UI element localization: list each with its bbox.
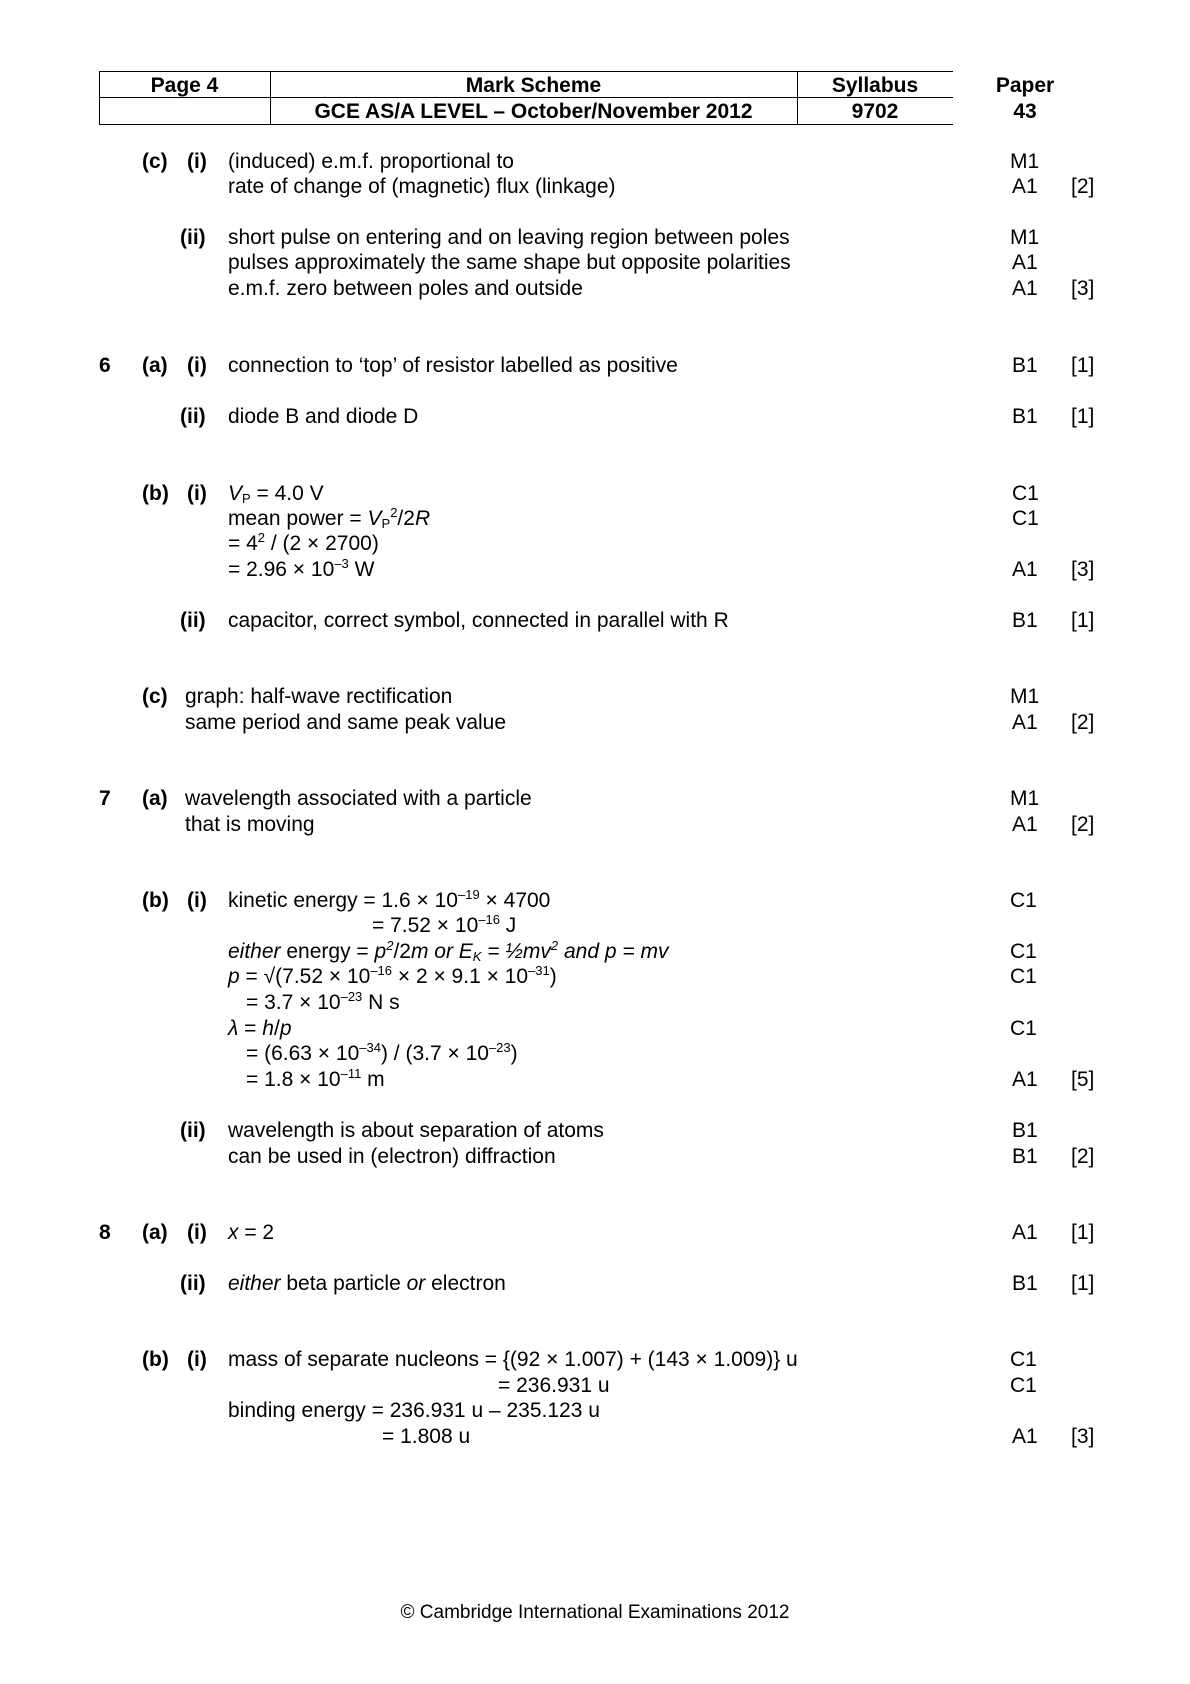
- mark-total: [3]: [1071, 277, 1095, 300]
- equation-wavelength-result: = $1.8 \times 10^{-11}$ m: [246, 1066, 385, 1091]
- header-top-rule: [99, 71, 953, 72]
- subpart-label: (ii): [180, 1272, 206, 1295]
- answer-line: diode B and diode D: [228, 405, 419, 428]
- mark-code: A1: [1012, 1068, 1038, 1091]
- paper-label: Paper: [995, 74, 1055, 97]
- mark-code: A1: [1012, 558, 1038, 581]
- document-title: Mark Scheme: [465, 74, 602, 97]
- mark-total: [3]: [1071, 1425, 1095, 1448]
- part-label: (a): [142, 1221, 168, 1244]
- answer-line: pulses approximately the same shape but opposite polarities: [228, 251, 791, 274]
- mark-code: B1: [1012, 1145, 1038, 1168]
- equation-x-value: x = 2: [228, 1221, 275, 1244]
- answer-line: connection to ‘top’ of resistor labelled as positive: [228, 354, 678, 377]
- mark-code: A1: [1012, 813, 1038, 836]
- answer-line: e.m.f. zero between poles and outside: [228, 277, 583, 300]
- mark-total: [1]: [1071, 405, 1095, 428]
- question-number: 8: [99, 1221, 111, 1244]
- mark-code: C1: [1012, 482, 1039, 505]
- equation-wavelength-substitution: = $(6.63 \times 10^{-34}) / (3.7 \times 10^{-23})$: [246, 1040, 518, 1065]
- mark-code: A1: [1012, 1425, 1038, 1448]
- question-number: 7: [99, 787, 111, 810]
- mark-total: [3]: [1071, 558, 1095, 581]
- equation-kinetic-energy-result: = $7.52 \times 10^{-16}$ J: [372, 912, 517, 937]
- answer-line: same period and same peak value: [185, 711, 507, 734]
- equation-momentum: $p = √(7.52 \times 10^{-16} \times 2 \times 9.1 \times 10^{-31})$: [228, 963, 557, 988]
- mark-code: B1: [1012, 609, 1038, 632]
- mark-code: C1: [1010, 1017, 1037, 1040]
- mark-code: M1: [1010, 787, 1040, 810]
- subpart-label: (ii): [180, 609, 206, 632]
- part-label: (c): [142, 685, 168, 708]
- subpart-label: (ii): [180, 226, 206, 249]
- answer-line: rate of change of (magnetic) flux (linkage): [228, 175, 616, 198]
- answer-line: can be used in (electron) diffraction: [228, 1145, 556, 1168]
- equation-momentum-result: = $3.7 \times 10^{-23}$ N s: [246, 989, 400, 1014]
- mark-code: B1: [1012, 354, 1038, 377]
- equation-substitution: = $4^2 / (2 \times 2700)$: [228, 530, 379, 555]
- subpart-label: (ii): [180, 1119, 206, 1142]
- answer-particle: either beta particle or electron: [228, 1272, 506, 1295]
- subpart-label: (i): [187, 150, 207, 173]
- mark-code: C1: [1010, 965, 1037, 988]
- mark-code: B1: [1012, 405, 1038, 428]
- document-subtitle: GCE AS/A LEVEL – October/November 2012: [314, 100, 753, 123]
- question-number: 6: [99, 354, 111, 377]
- mark-code: A1: [1012, 1221, 1038, 1244]
- part-label: (b): [142, 1348, 169, 1371]
- syllabus-code: 9702: [851, 100, 899, 123]
- paper-number: 43: [1013, 100, 1037, 123]
- answer-line: binding energy = 236.931 u – 235.123 u: [228, 1399, 600, 1422]
- answer-line: (induced) e.m.f. proportional to: [228, 150, 514, 173]
- subpart-label: (i): [187, 482, 207, 505]
- mark-code: A1: [1012, 711, 1038, 734]
- part-label: (a): [142, 354, 168, 377]
- mark-code: A1: [1012, 277, 1038, 300]
- mark-total: [5]: [1071, 1068, 1095, 1091]
- equation-result: = $2.96 \times 10^{-3}$ W: [228, 556, 375, 581]
- answer-line: wavelength associated with a particle: [185, 787, 532, 810]
- mark-code: A1: [1012, 251, 1038, 274]
- mark-total: [2]: [1071, 175, 1095, 198]
- equation-mean-power: mean power = $V_P^2/2R$: [228, 505, 431, 531]
- mark-code: M1: [1010, 685, 1040, 708]
- mark-code: C1: [1012, 507, 1039, 530]
- equation-kinetic-energy: kinetic energy = $1.6 \times 10^{-19} \times 4700$: [228, 887, 551, 912]
- subpart-label: (i): [187, 1348, 207, 1371]
- answer-line: wavelength is about separation of atoms: [228, 1119, 604, 1142]
- syllabus-label: Syllabus: [831, 74, 919, 97]
- mark-code: C1: [1010, 889, 1037, 912]
- equation-momentum-relation: either energy = $p^2/2m$ or $E_K$ = $\frac{1}{2}mv^2$ and p = mv: [228, 938, 669, 964]
- part-label: (a): [142, 787, 168, 810]
- footer-copyright: © Cambridge International Examinations 2012: [400, 1602, 790, 1623]
- answer-line: that is moving: [185, 813, 315, 836]
- mark-code: B1: [1012, 1272, 1038, 1295]
- mark-total: [1]: [1071, 1272, 1095, 1295]
- subpart-label: (i): [187, 354, 207, 377]
- mark-total: [2]: [1071, 1145, 1095, 1168]
- mark-code: A1: [1012, 175, 1038, 198]
- mark-total: [1]: [1071, 609, 1095, 632]
- answer-line: mass of separate nucleons = {(92 × 1.007) + (143 × 1.009)} u: [228, 1348, 798, 1371]
- header-bottom-rule: [99, 124, 953, 125]
- mark-code: C1: [1010, 1374, 1037, 1397]
- subpart-label: (i): [187, 1221, 207, 1244]
- mark-total: [1]: [1071, 354, 1095, 377]
- answer-line: short pulse on entering and on leaving region between poles: [228, 226, 790, 249]
- answer-line: capacitor, correct symbol, connected in parallel with R: [228, 609, 729, 632]
- equation-de-broglie: λ = h/p: [228, 1017, 292, 1040]
- answer-line: = 236.931 u: [498, 1374, 610, 1397]
- subpart-label: (ii): [180, 405, 206, 428]
- part-label: (b): [142, 889, 169, 912]
- part-label: (c): [142, 150, 168, 173]
- mark-total: [2]: [1071, 711, 1095, 734]
- page-label: Page 4: [150, 74, 219, 97]
- equation-peak-voltage: $V_P = 4.0$ V: [228, 482, 324, 506]
- mark-total: [1]: [1071, 1221, 1095, 1244]
- answer-line: graph: half-wave rectification: [185, 685, 453, 708]
- mark-code: C1: [1010, 1348, 1037, 1371]
- part-label: (b): [142, 482, 169, 505]
- mark-code: C1: [1010, 940, 1037, 963]
- mark-code: M1: [1010, 150, 1040, 173]
- answer-line: = 1.808 u: [382, 1425, 471, 1448]
- mark-code: B1: [1012, 1119, 1038, 1142]
- mark-total: [2]: [1071, 813, 1095, 836]
- mark-code: M1: [1010, 226, 1040, 249]
- subpart-label: (i): [187, 889, 207, 912]
